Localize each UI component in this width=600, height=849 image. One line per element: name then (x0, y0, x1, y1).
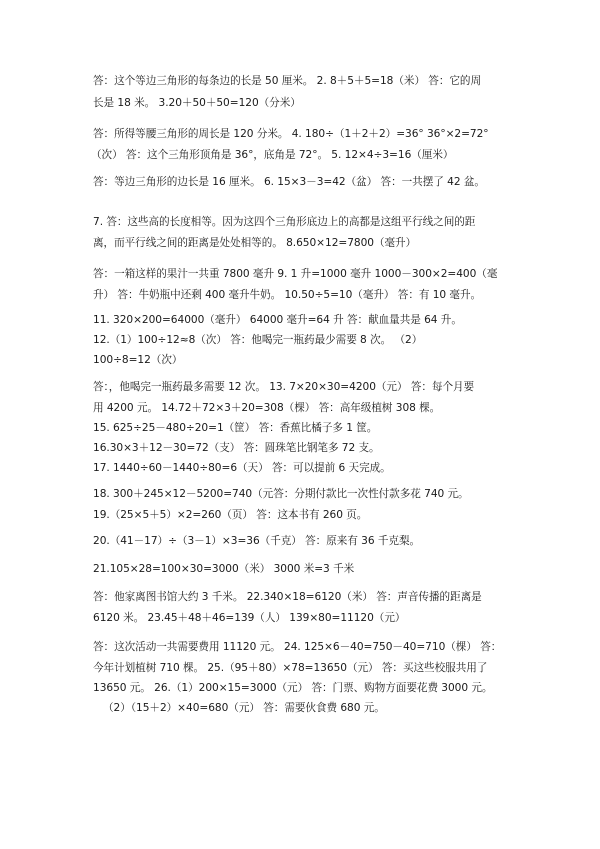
text-line: 答：这次活动一共需要费用 11120 元。 24. 125×6－40=750－40=710（棵） 答： (93, 641, 502, 653)
text-line: 16.30×3＋12－30=72（支） 答：圆珠笔比钢笔多 72 支。 (93, 442, 380, 454)
text-line: 21.105×28=100×30=3000（米） 3000 米=3 千米 (93, 563, 355, 575)
text-line: 长是 18 米。 3.20＋50＋50=120（分米） (93, 97, 301, 109)
text-line: 答：他家离图书馆大约 3 千米。 22.340×18=6120（米） 答：声音传播的距离是 (93, 591, 482, 603)
text-line: 升） 答：牛奶瓶中还剩 400 毫升牛奶。 10.50÷5=10（毫升） 答：有 10 毫升。 (93, 289, 482, 301)
text-line: 答：，他喝完一瓶药最多需要 12 次。 13. 7×20×30=4200（元） 答：每个月要 (93, 381, 475, 393)
text-line: 13650 元。 26.（1）200×15=3000（元） 答：门票、购物方面要花费 3000 元。 (93, 682, 493, 694)
text-line: 100÷8=12（次） (93, 354, 183, 366)
text-line: 19.（25×5＋5）×2=260（页） 答：这本书有 260 页。 (93, 509, 368, 521)
text-line: 答：所得等腰三角形的周长是 120 分米。 4. 180÷（1＋2＋2）=36° 36°×2=72° (93, 128, 489, 140)
text-line: 7. 答：这些高的长度相等。因为这四个三角形底边上的高都是这组平行线之间的距 (93, 216, 476, 228)
text-line: 答：等边三角形的边长是 16 厘米。 6. 15×3－3=42（盆） 答：一共摆了 42 盆。 (93, 176, 485, 188)
text-line: 12.（1）100÷12≈8（次） 答：他喝完一瓶药最少需要 8 次。 （2） (93, 334, 423, 346)
text-line: 18. 300＋245×12－5200=740（元答：分期付款比一次性付款多花 740 元。 (93, 488, 469, 500)
text-line: （次） 答：这个三角形顶角是 36°，底角是 72°。 5. 12×4÷3=16（厘米） (91, 149, 454, 161)
text-line: 6120 米。 23.45＋48＋46=139（人） 139×80=11120（元） (93, 612, 406, 624)
text-line: 用 4200 元。 14.72＋72×3＋20=308（棵） 答：高年级植树 308 棵。 (93, 402, 441, 414)
text-line: 17. 1440÷60－1440÷80=6（天） 答：可以提前 6 天完成。 (93, 462, 391, 474)
text-line: （2）（15＋2）×40=680（元） 答：需要伙食费 680 元。 (103, 702, 385, 714)
text-line: 离，而平行线之间的距离是处处相等的。 8.650×12=7800（毫升） (93, 237, 417, 249)
text-line: 答：这个等边三角形的每条边的长是 50 厘米。 2. 8＋5＋5=18（米） 答：它的周 (93, 75, 482, 87)
text-line: 20.（41－17）÷（3－1）×3=36（千克） 答：原来有 36 千克梨。 (93, 535, 421, 547)
text-line: 11. 320×200=64000（毫升） 64000 毫升=64 升 答：献血量共是 64 升。 (93, 314, 462, 326)
text-line: 15. 625÷25－480÷20=1（筐） 答：香蕉比橘子多 1 筐。 (93, 422, 378, 434)
text-line: 答：一箱这样的果汁一共重 7800 毫升 9. 1 升=1000 毫升 1000－300×2=400（毫 (93, 268, 498, 280)
text-line: 今年计划植树 710 棵。 25.（95＋80）×78=13650（元） 答：买这些校服共用了 (93, 662, 488, 674)
